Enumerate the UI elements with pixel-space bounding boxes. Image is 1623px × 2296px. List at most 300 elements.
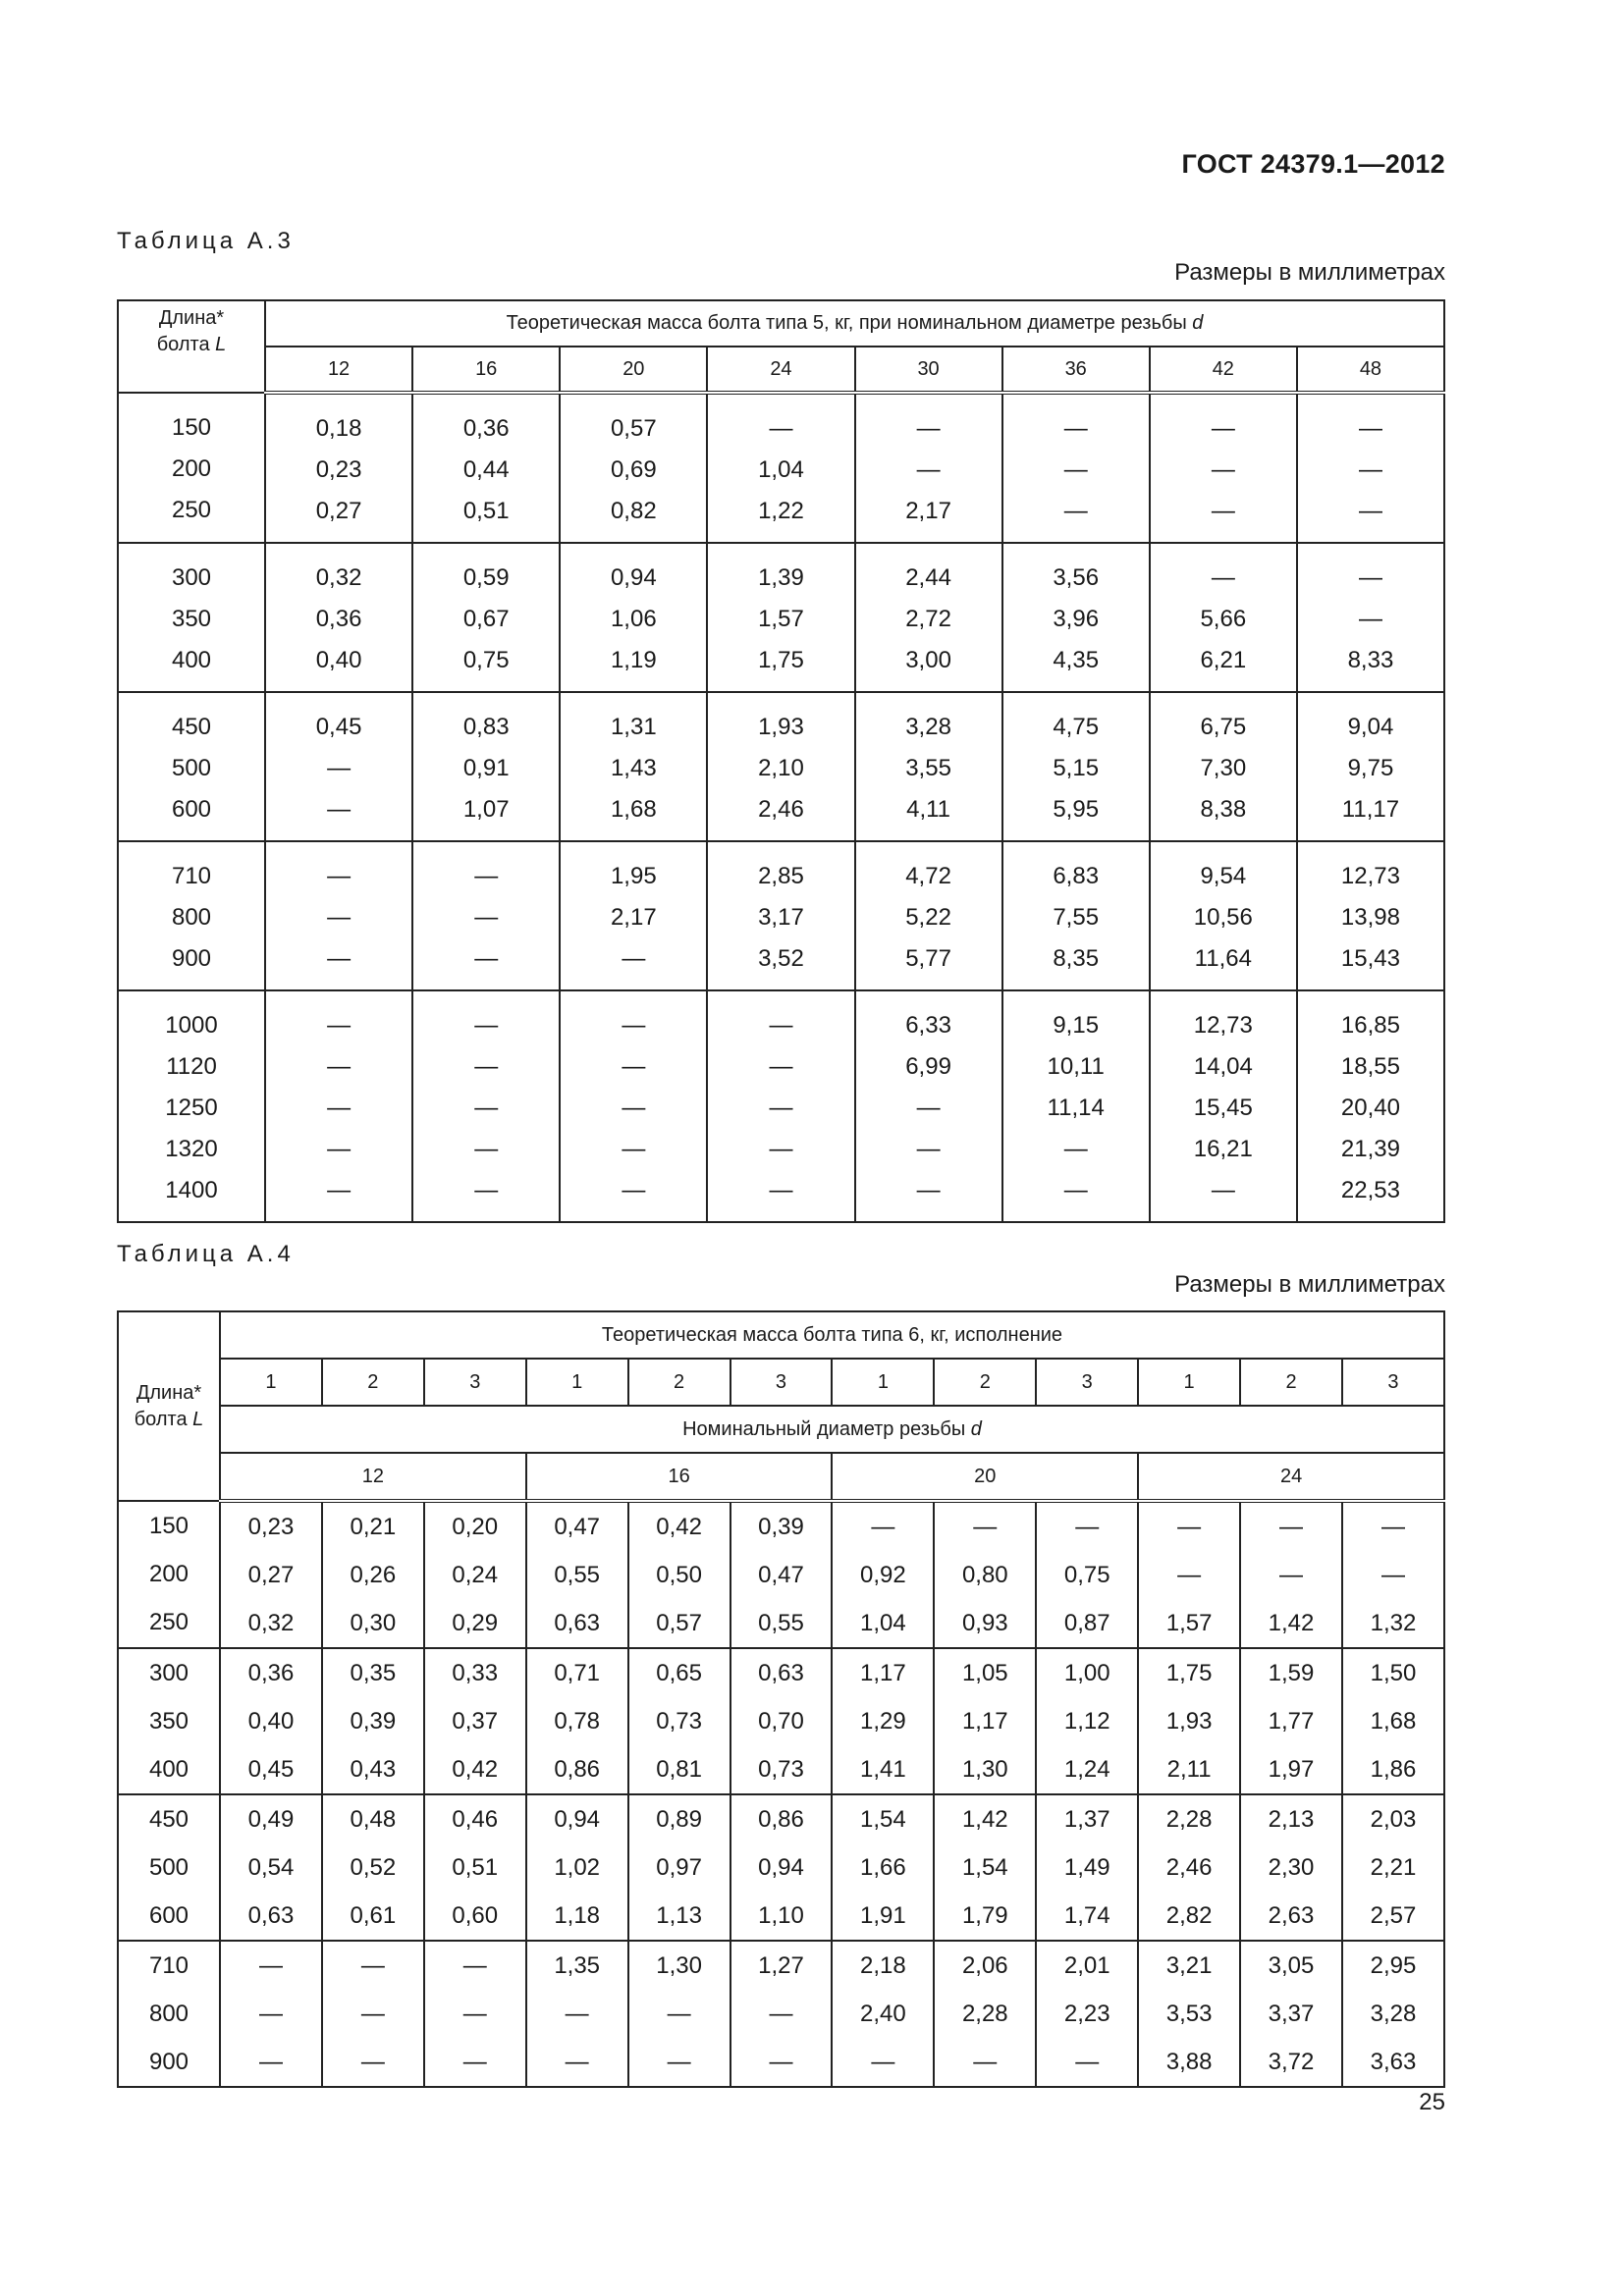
cell-value: 0,51 [462, 498, 510, 524]
table-a4-units: Размеры в миллиметрах [1174, 1271, 1445, 1298]
cell-value: — [474, 945, 499, 972]
cell-value: 2,63 [1268, 1902, 1315, 1929]
table-row [118, 1794, 1444, 1941]
mass-cell [934, 1648, 1036, 1794]
cell-value: 710 [148, 1952, 189, 1979]
cell-value: 3,17 [758, 904, 804, 931]
cell-value: 2,11 [1166, 1756, 1212, 1783]
cell-value: 150 [148, 1513, 189, 1539]
cell-value: — [622, 1095, 646, 1121]
cell-value: 0,75 [1063, 1562, 1110, 1588]
cell-value: — [327, 1136, 352, 1162]
cell-value: 0,45 [247, 1756, 295, 1783]
cell-value: 5,22 [905, 904, 951, 931]
length-cell [118, 1794, 220, 1941]
execution-header-cell: 3 [424, 1359, 526, 1406]
cell-value: — [1358, 415, 1382, 442]
table-row [118, 990, 1444, 1222]
mass-cell [1342, 1941, 1444, 2087]
cell-value: 6,75 [1200, 714, 1247, 740]
cell-value: — [1063, 456, 1088, 483]
mass-cell [322, 1501, 424, 1648]
cell-value: 0,40 [247, 1708, 295, 1735]
cell-value: 1,59 [1268, 1660, 1315, 1686]
mass-cell [1342, 1501, 1444, 1648]
cell-value: 0,27 [247, 1562, 295, 1588]
cell-value: 0,92 [860, 1562, 906, 1588]
cell-value: 200 [171, 455, 212, 482]
cell-value: 4,75 [1053, 714, 1100, 740]
cell-value: — [1358, 456, 1382, 483]
cell-value: 8,35 [1053, 945, 1100, 972]
table-a4-caption: Таблица А.4 [117, 1241, 295, 1267]
cell-value: 4,35 [1053, 647, 1100, 673]
cell-value: 500 [148, 1854, 189, 1881]
cell-value: — [1211, 498, 1235, 524]
table-a3-caption: Таблица А.3 [117, 228, 295, 254]
cell-value: — [474, 1012, 499, 1039]
mass-cell [628, 1941, 730, 2087]
length-cell [118, 1501, 220, 1648]
cell-value: 0,27 [315, 498, 362, 524]
cell-value: 3,05 [1268, 1952, 1315, 1979]
mass-cell [265, 990, 412, 1222]
table-a4-group-header: Теоретическая масса болта типа 6, кг, исполнение [220, 1311, 1444, 1359]
mass-cell [730, 1648, 833, 1794]
cell-value: — [1063, 415, 1088, 442]
cell-value: 2,28 [1165, 1806, 1213, 1833]
cell-value: 500 [171, 755, 212, 781]
cell-value: 3,56 [1053, 564, 1100, 591]
mass-cell [628, 1794, 730, 1941]
cell-value: 1,05 [961, 1660, 1008, 1686]
cell-value: — [327, 755, 352, 781]
cell-value: 13,98 [1340, 904, 1400, 931]
cell-value: 0,81 [656, 1756, 702, 1783]
mass-cell [526, 1501, 628, 1648]
cell-value: 1,29 [860, 1708, 906, 1735]
cell-value: 6,99 [905, 1053, 951, 1080]
mass-cell [560, 543, 707, 692]
cell-value: 0,39 [350, 1708, 397, 1735]
diameter-header-cell: 16 [526, 1453, 833, 1501]
cell-value: 600 [171, 796, 212, 823]
cell-value: 0,26 [350, 1562, 397, 1588]
table-row [118, 692, 1444, 841]
mass-cell [526, 1941, 628, 2087]
cell-value: 2,85 [758, 863, 804, 889]
table-a4 [117, 1310, 1445, 2088]
cell-value: — [1063, 1177, 1088, 1203]
mass-cell [1240, 1941, 1342, 2087]
cell-value: 0,82 [610, 498, 657, 524]
cell-value: — [769, 1012, 793, 1039]
cell-value: 2,40 [860, 2001, 906, 2027]
mass-cell [424, 1501, 526, 1648]
mass-cell [855, 393, 1002, 543]
cell-value: — [327, 1177, 352, 1203]
cell-value: — [769, 2001, 793, 2027]
cell-value: 0,23 [247, 1514, 295, 1540]
mass-cell [628, 1501, 730, 1648]
mass-cell [1036, 1501, 1138, 1648]
mass-cell [730, 1501, 833, 1648]
mass-cell [526, 1794, 628, 1941]
cell-value: 1,37 [1063, 1806, 1110, 1833]
cell-value: 1,04 [860, 1610, 906, 1636]
table-row [118, 1501, 1444, 1648]
cell-value: 1,39 [758, 564, 804, 591]
length-cell [118, 1648, 220, 1794]
cell-value: — [462, 1952, 487, 1979]
cell-value: 150 [171, 414, 212, 441]
execution-header-cell: 3 [1342, 1359, 1444, 1406]
mass-cell [832, 1501, 934, 1648]
cell-value: 0,50 [656, 1562, 702, 1588]
cell-value: 0,65 [656, 1660, 702, 1686]
cell-value: — [1358, 564, 1382, 591]
cell-value: — [1358, 606, 1382, 632]
execution-header-cell: 2 [934, 1359, 1036, 1406]
length-cell [118, 543, 265, 692]
cell-value: — [1380, 1562, 1405, 1588]
mass-cell [1036, 1794, 1138, 1941]
cell-value: 0,55 [758, 1610, 804, 1636]
cell-value: 0,24 [452, 1562, 499, 1588]
mass-cell [1150, 543, 1297, 692]
mass-cell [1002, 990, 1150, 1222]
cell-value: — [327, 1012, 352, 1039]
mass-cell [412, 692, 560, 841]
cell-value: 0,54 [247, 1854, 295, 1881]
cell-value: 1,57 [1165, 1610, 1213, 1636]
diameter-header-cell: 30 [855, 347, 1002, 393]
length-cell [118, 990, 265, 1222]
cell-value: 9,04 [1347, 714, 1394, 740]
cell-value: 250 [171, 497, 212, 523]
cell-value: 12,73 [1193, 1012, 1253, 1039]
diameter-header-cell: 48 [1297, 347, 1444, 393]
cell-value: 1,42 [1268, 1610, 1315, 1636]
cell-value: 1,22 [758, 498, 804, 524]
cell-value: — [916, 456, 941, 483]
cell-value: — [1075, 1514, 1100, 1540]
cell-value: 0,21 [350, 1514, 397, 1540]
cell-value: 1,24 [1063, 1756, 1110, 1783]
cell-value: 1,30 [656, 1952, 702, 1979]
mass-cell [412, 841, 560, 990]
cell-value: 1,91 [860, 1902, 906, 1929]
cell-value: 350 [171, 606, 212, 632]
cell-value: 16,21 [1193, 1136, 1253, 1162]
cell-value: 16,85 [1340, 1012, 1400, 1039]
cell-value: — [327, 945, 352, 972]
mass-cell [412, 393, 560, 543]
cell-value: 3,72 [1268, 2049, 1315, 2075]
cell-value: 0,59 [462, 564, 510, 591]
table-a4-corner-label [118, 1311, 220, 1501]
page-number: 25 [1419, 2089, 1445, 2115]
cell-value: 11,14 [1047, 1095, 1105, 1121]
cell-value: 5,66 [1200, 606, 1247, 632]
mass-cell [424, 1941, 526, 2087]
cell-value: 5,15 [1053, 755, 1100, 781]
cell-value: 2,28 [961, 2001, 1008, 2027]
cell-value: — [622, 945, 646, 972]
cell-value: — [1279, 1562, 1304, 1588]
mass-cell [220, 1501, 322, 1648]
mass-cell [322, 1794, 424, 1941]
mass-cell [832, 1941, 934, 2087]
cell-value: — [360, 2001, 385, 2027]
cell-value: 1,17 [961, 1708, 1008, 1735]
diameter-header-cell: 42 [1150, 347, 1297, 393]
mass-cell [424, 1648, 526, 1794]
cell-value: — [916, 1136, 941, 1162]
cell-value: 1,10 [758, 1902, 804, 1929]
table-a3 [117, 299, 1445, 1223]
cell-value: 0,93 [961, 1610, 1008, 1636]
diameter-header-cell: 12 [220, 1453, 526, 1501]
cell-value: 0,49 [247, 1806, 295, 1833]
cell-value: 0,39 [758, 1514, 804, 1540]
execution-header-cell: 1 [220, 1359, 322, 1406]
corner-label-line: болта L [156, 334, 227, 355]
cell-value: 1,32 [1370, 1610, 1417, 1636]
cell-value: 2,21 [1370, 1854, 1417, 1881]
cell-value: — [769, 415, 793, 442]
mass-cell [424, 1794, 526, 1941]
cell-value: 1,06 [610, 606, 657, 632]
cell-value: 11,64 [1194, 945, 1252, 972]
mass-cell [1150, 841, 1297, 990]
mass-cell [1138, 1501, 1240, 1648]
cell-value: — [916, 415, 941, 442]
execution-header-cell: 1 [1138, 1359, 1240, 1406]
cell-value: 1,31 [610, 714, 657, 740]
cell-value: 9,15 [1053, 1012, 1100, 1039]
cell-value: 0,80 [961, 1562, 1008, 1588]
mass-cell [1297, 393, 1444, 543]
mass-cell [526, 1648, 628, 1794]
mass-cell [707, 841, 854, 990]
cell-value: 0,67 [462, 606, 510, 632]
mass-cell [832, 1794, 934, 1941]
cell-value: — [622, 1177, 646, 1203]
cell-value: — [916, 1095, 941, 1121]
cell-value: 2,06 [961, 1952, 1008, 1979]
cell-value: 200 [148, 1561, 189, 1587]
cell-value: 800 [171, 904, 212, 931]
cell-value: 1,42 [961, 1806, 1008, 1833]
cell-value: 1,68 [610, 796, 657, 823]
mass-cell [220, 1941, 322, 2087]
cell-value: 1,13 [656, 1902, 702, 1929]
cell-value: 1,49 [1063, 1854, 1110, 1881]
cell-value: — [622, 1053, 646, 1080]
cell-value: — [474, 1053, 499, 1080]
cell-value: 5,77 [905, 945, 951, 972]
cell-value: — [973, 2049, 998, 2075]
cell-value: — [769, 2049, 793, 2075]
diameter-header-cell: 16 [412, 347, 560, 393]
mass-cell [1297, 990, 1444, 1222]
mass-cell [322, 1941, 424, 2087]
cell-value: 350 [148, 1708, 189, 1735]
cell-value: 3,88 [1165, 2049, 1213, 2075]
cell-value: — [871, 2049, 895, 2075]
cell-value: 4,72 [905, 863, 951, 889]
cell-value: — [1358, 498, 1382, 524]
cell-value: 0,94 [758, 1854, 804, 1881]
table-row [118, 1941, 1444, 2087]
diameter-header-cell: 24 [1138, 1453, 1444, 1501]
cell-value: 1,43 [610, 755, 657, 781]
cell-value: 4,11 [906, 796, 951, 823]
cell-value: 2,57 [1370, 1902, 1417, 1929]
mass-cell [730, 1794, 833, 1941]
cell-value: 0,89 [656, 1806, 702, 1833]
cell-value: 2,03 [1370, 1806, 1417, 1833]
standard-code: ГОСТ 24379.1—2012 [1181, 149, 1445, 179]
mass-cell [1002, 692, 1150, 841]
cell-value: 2,17 [610, 904, 657, 931]
cell-value: 1,30 [961, 1756, 1008, 1783]
mass-cell [1036, 1648, 1138, 1794]
mass-cell [855, 543, 1002, 692]
cell-value: 11,17 [1341, 796, 1400, 823]
mass-cell [1240, 1794, 1342, 1941]
cell-value: 0,94 [554, 1806, 601, 1833]
table-row [118, 543, 1444, 692]
cell-value: 0,32 [315, 564, 362, 591]
execution-header-cell: 1 [526, 1359, 628, 1406]
cell-value: 710 [171, 863, 212, 889]
cell-value: — [360, 2049, 385, 2075]
cell-value: 1120 [166, 1053, 217, 1080]
cell-value: 6,83 [1053, 863, 1100, 889]
cell-value: 1,07 [462, 796, 510, 823]
cell-value: 2,13 [1268, 1806, 1315, 1833]
table-a3-units: Размеры в миллиметрах [1174, 259, 1445, 286]
cell-value: 0,61 [350, 1902, 397, 1929]
mass-cell [1150, 692, 1297, 841]
cell-value: 2,23 [1063, 2001, 1110, 2027]
mass-cell [934, 1501, 1036, 1648]
corner-label-line: Длина* [158, 307, 225, 329]
mass-cell [412, 990, 560, 1222]
cell-value: 0,73 [656, 1708, 702, 1735]
cell-value: 1400 [165, 1177, 218, 1203]
cell-value: — [565, 2049, 589, 2075]
diameter-header-cell: 12 [265, 347, 412, 393]
cell-value: 2,01 [1063, 1952, 1110, 1979]
cell-value: 450 [148, 1806, 189, 1833]
cell-value: 5,95 [1053, 796, 1100, 823]
mass-cell [265, 393, 412, 543]
cell-value: 800 [148, 2001, 189, 2027]
cell-value: 9,54 [1200, 863, 1247, 889]
cell-value: 2,18 [860, 1952, 906, 1979]
cell-value: 0,57 [610, 415, 657, 442]
mass-cell [1150, 393, 1297, 543]
cell-value: — [667, 2049, 691, 2075]
cell-value: 0,29 [452, 1610, 499, 1636]
mass-cell [1342, 1794, 1444, 1941]
length-cell [118, 1941, 220, 2087]
mass-cell [1297, 841, 1444, 990]
cell-value: 0,43 [350, 1756, 397, 1783]
cell-value: 1,19 [610, 647, 657, 673]
mass-cell [560, 393, 707, 543]
cell-value: 0,51 [452, 1854, 499, 1881]
cell-value: 0,52 [350, 1854, 397, 1881]
cell-value: 250 [148, 1609, 189, 1635]
mass-cell [1240, 1648, 1342, 1794]
cell-value: 14,04 [1193, 1053, 1253, 1080]
cell-value: 1,95 [610, 863, 657, 889]
mass-cell [1240, 1501, 1342, 1648]
mass-cell [1297, 692, 1444, 841]
mass-cell [220, 1648, 322, 1794]
cell-value: 3,53 [1165, 2001, 1213, 2027]
cell-value: 0,70 [758, 1708, 804, 1735]
cell-value: 0,48 [350, 1806, 397, 1833]
mass-cell [265, 692, 412, 841]
diameter-header-cell: 20 [832, 1453, 1138, 1501]
cell-value: 0,47 [758, 1562, 804, 1588]
mass-cell [707, 393, 854, 543]
cell-value: — [474, 863, 499, 889]
cell-value: 2,46 [758, 796, 804, 823]
cell-value: — [622, 1012, 646, 1039]
cell-value: 0,42 [656, 1514, 702, 1540]
cell-value: 3,52 [758, 945, 804, 972]
cell-value: 0,63 [554, 1610, 601, 1636]
cell-value: 1,02 [554, 1854, 601, 1881]
cell-value: 400 [171, 647, 212, 673]
cell-value: 15,43 [1340, 945, 1400, 972]
cell-value: 1,54 [961, 1854, 1008, 1881]
cell-value: — [667, 2001, 691, 2027]
cell-value: 22,53 [1340, 1177, 1400, 1203]
cell-value: — [871, 1514, 895, 1540]
cell-value: 0,44 [462, 456, 510, 483]
cell-value: — [327, 904, 352, 931]
cell-value: 1,75 [1165, 1660, 1213, 1686]
cell-value: 0,75 [462, 647, 510, 673]
cell-value: — [474, 904, 499, 931]
cell-value: 1,57 [758, 606, 804, 632]
cell-value: 0,73 [758, 1756, 804, 1783]
cell-value: 3,63 [1370, 2049, 1417, 2075]
cell-value: 1,79 [961, 1902, 1008, 1929]
cell-value: 0,97 [656, 1854, 702, 1881]
cell-value: — [474, 1177, 499, 1203]
cell-value: 0,18 [315, 415, 362, 442]
cell-value: — [474, 1095, 499, 1121]
cell-value: 1320 [165, 1136, 218, 1162]
table-a4-diameter-header: Номинальный диаметр резьбы d [220, 1406, 1444, 1453]
execution-header-cell: 3 [730, 1359, 833, 1406]
cell-value: 3,21 [1165, 1952, 1213, 1979]
cell-value: 0,71 [554, 1660, 601, 1686]
mass-cell [730, 1941, 833, 2087]
cell-value: 900 [148, 2049, 189, 2075]
mass-cell [1342, 1648, 1444, 1794]
cell-value: 0,94 [610, 564, 657, 591]
cell-value: — [327, 1095, 352, 1121]
